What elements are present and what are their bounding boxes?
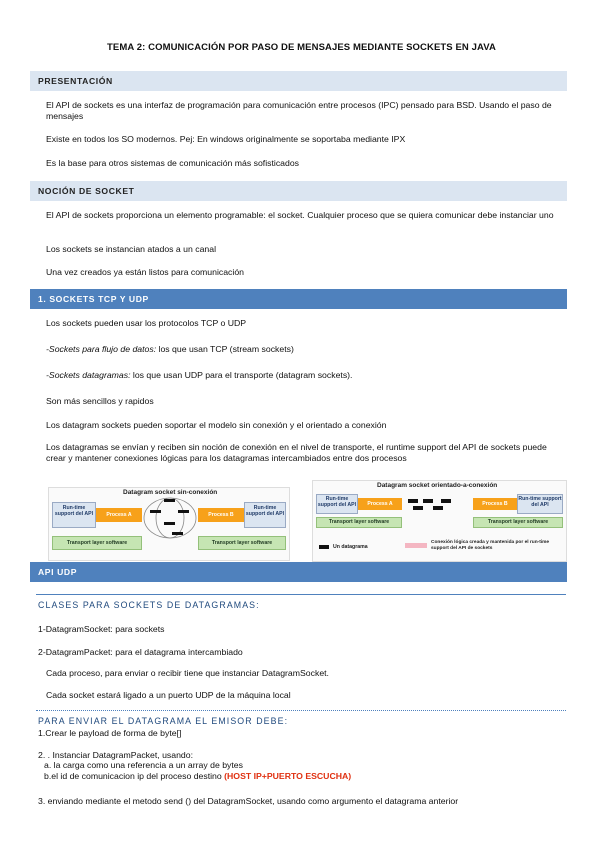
paragraph: Los sockets pueden usar los protocolos TCP o UDP bbox=[46, 318, 247, 328]
transport-layer-box: Transport layer software bbox=[198, 536, 286, 550]
runtime-support-box: Run-time support del API bbox=[52, 502, 96, 528]
paragraph bbox=[44, 771, 559, 782]
runtime-support-box: Run-time support del API bbox=[244, 502, 286, 528]
paragraph: El API de sockets proporciona un elemento programable: el socket. Cualquier proceso que se quiera comunicar debe instanciar uno bbox=[46, 210, 554, 220]
text: b.el id de comunicacion ip del proceso destino bbox=[44, 771, 225, 781]
process-a-box: Process A bbox=[358, 498, 402, 510]
datagram-mark bbox=[413, 506, 423, 510]
legend-connection-label: Conexión lógica creada y mantenida por el run-time support del API de sockets bbox=[431, 540, 550, 551]
divider bbox=[36, 710, 566, 711]
paragraph: El API de sockets es una interfaz de programación para comunicación entre procesos (IPC) pensado para BSD. Usando el paso de mensajes bbox=[46, 100, 552, 121]
paragraph bbox=[46, 370, 561, 381]
section-heading-api-udp: API UDP bbox=[30, 562, 567, 582]
process-b-box: Process B bbox=[198, 508, 244, 522]
section-heading-tcp-udp: 1. SOCKETS TCP Y UDP bbox=[30, 289, 567, 309]
datagram-mark bbox=[433, 506, 443, 510]
paragraph: 3. enviando mediante el metodo send () del DatagramSocket, usando como argumento el datagrama anterior bbox=[38, 796, 459, 806]
paragraph: Los datagramas se envían y reciben sin noción de conexión en el nivel de transporte, el runtime support del API de sockets puede crear y mantener conexiones lógicas para los datagramas intercambiados entre dos procesos bbox=[46, 442, 547, 463]
paragraph: 2-DatagramPacket: para el datagrama intercambiado bbox=[38, 647, 243, 657]
paragraph: 1.Crear le payload de forma de byte[] bbox=[38, 728, 182, 738]
process-b-box: Process B bbox=[473, 498, 517, 510]
paragraph: Cada socket estará ligado a un puerto UDP de la máquina local bbox=[46, 690, 291, 700]
diagram-connectionless bbox=[48, 487, 290, 561]
paragraph: Cada proceso, para enviar o recibir tiene que instanciar DatagramSocket. bbox=[46, 668, 329, 678]
diagram-connection-oriented bbox=[312, 480, 567, 562]
process-a-box: Process A bbox=[96, 508, 142, 522]
runtime-support-box: Run-time support del API bbox=[517, 494, 563, 514]
paragraph bbox=[46, 344, 561, 355]
section-heading-nocion: NOCIÓN DE SOCKET bbox=[30, 181, 567, 201]
text: los que usan TCP (stream sockets) bbox=[156, 344, 294, 354]
diagram-title: Datagram socket orientado-a-conexión bbox=[377, 482, 498, 489]
paragraph: 1-DatagramSocket: para sockets bbox=[38, 624, 165, 634]
datagram-mark bbox=[423, 499, 433, 503]
subheading-clases: CLASES PARA SOCKETS DE DATAGRAMAS: bbox=[38, 600, 260, 610]
text: los que usan UDP para el transporte (datagram sockets). bbox=[130, 370, 353, 380]
paragraph: Existe en todos los SO modernos. Pej: En windows originalmente se soportaba mediante IPX bbox=[46, 134, 406, 144]
subheading-emisor: PARA ENVIAR EL DATAGRAMA EL EMISOR DEBE: bbox=[38, 716, 289, 726]
legend-datagram-label: Un datagrama bbox=[333, 544, 368, 550]
paragraph: Son más sencillos y rapidos bbox=[46, 396, 154, 406]
paragraph: Los datagram sockets pueden soportar el modelo sin conexión y el orientado a conexión bbox=[46, 420, 387, 430]
paragraph: Es la base para otros sistemas de comunicación más sofisticados bbox=[46, 158, 300, 168]
emphasis: -Sockets para flujo de datos: bbox=[46, 344, 157, 354]
paragraph: Los sockets se instancian atados a un canal bbox=[46, 244, 216, 254]
legend-datagram-swatch bbox=[319, 545, 329, 549]
emphasis: -Sockets datagramas: bbox=[46, 370, 131, 380]
paragraph: 2. . Instanciar DatagramPacket, usando: bbox=[38, 750, 194, 760]
runtime-support-box: Run-time support del API bbox=[316, 494, 358, 514]
paragraph: a. la carga como una referencia a un array de bytes bbox=[44, 760, 243, 770]
divider bbox=[36, 594, 566, 595]
transport-layer-box: Transport layer software bbox=[316, 517, 402, 528]
transport-layer-box: Transport layer software bbox=[473, 517, 563, 528]
transport-layer-box: Transport layer software bbox=[52, 536, 142, 550]
section-heading-presentacion: PRESENTACIÓN bbox=[30, 71, 567, 91]
datagram-flow-graphic bbox=[142, 496, 198, 544]
paragraph: Una vez creados ya están listos para comunicación bbox=[46, 267, 244, 277]
page-title: TEMA 2: COMUNICACIÓN POR PASO DE MENSAJES MEDIANTE SOCKETS EN JAVA bbox=[107, 42, 496, 53]
legend-connection-swatch bbox=[405, 543, 427, 548]
datagram-mark bbox=[408, 499, 418, 503]
datagram-mark bbox=[441, 499, 451, 503]
highlight-text: (HOST IP+PUERTO ESCUCHA) bbox=[224, 771, 352, 781]
diagram-title: Datagram socket sin-conexión bbox=[123, 489, 218, 496]
